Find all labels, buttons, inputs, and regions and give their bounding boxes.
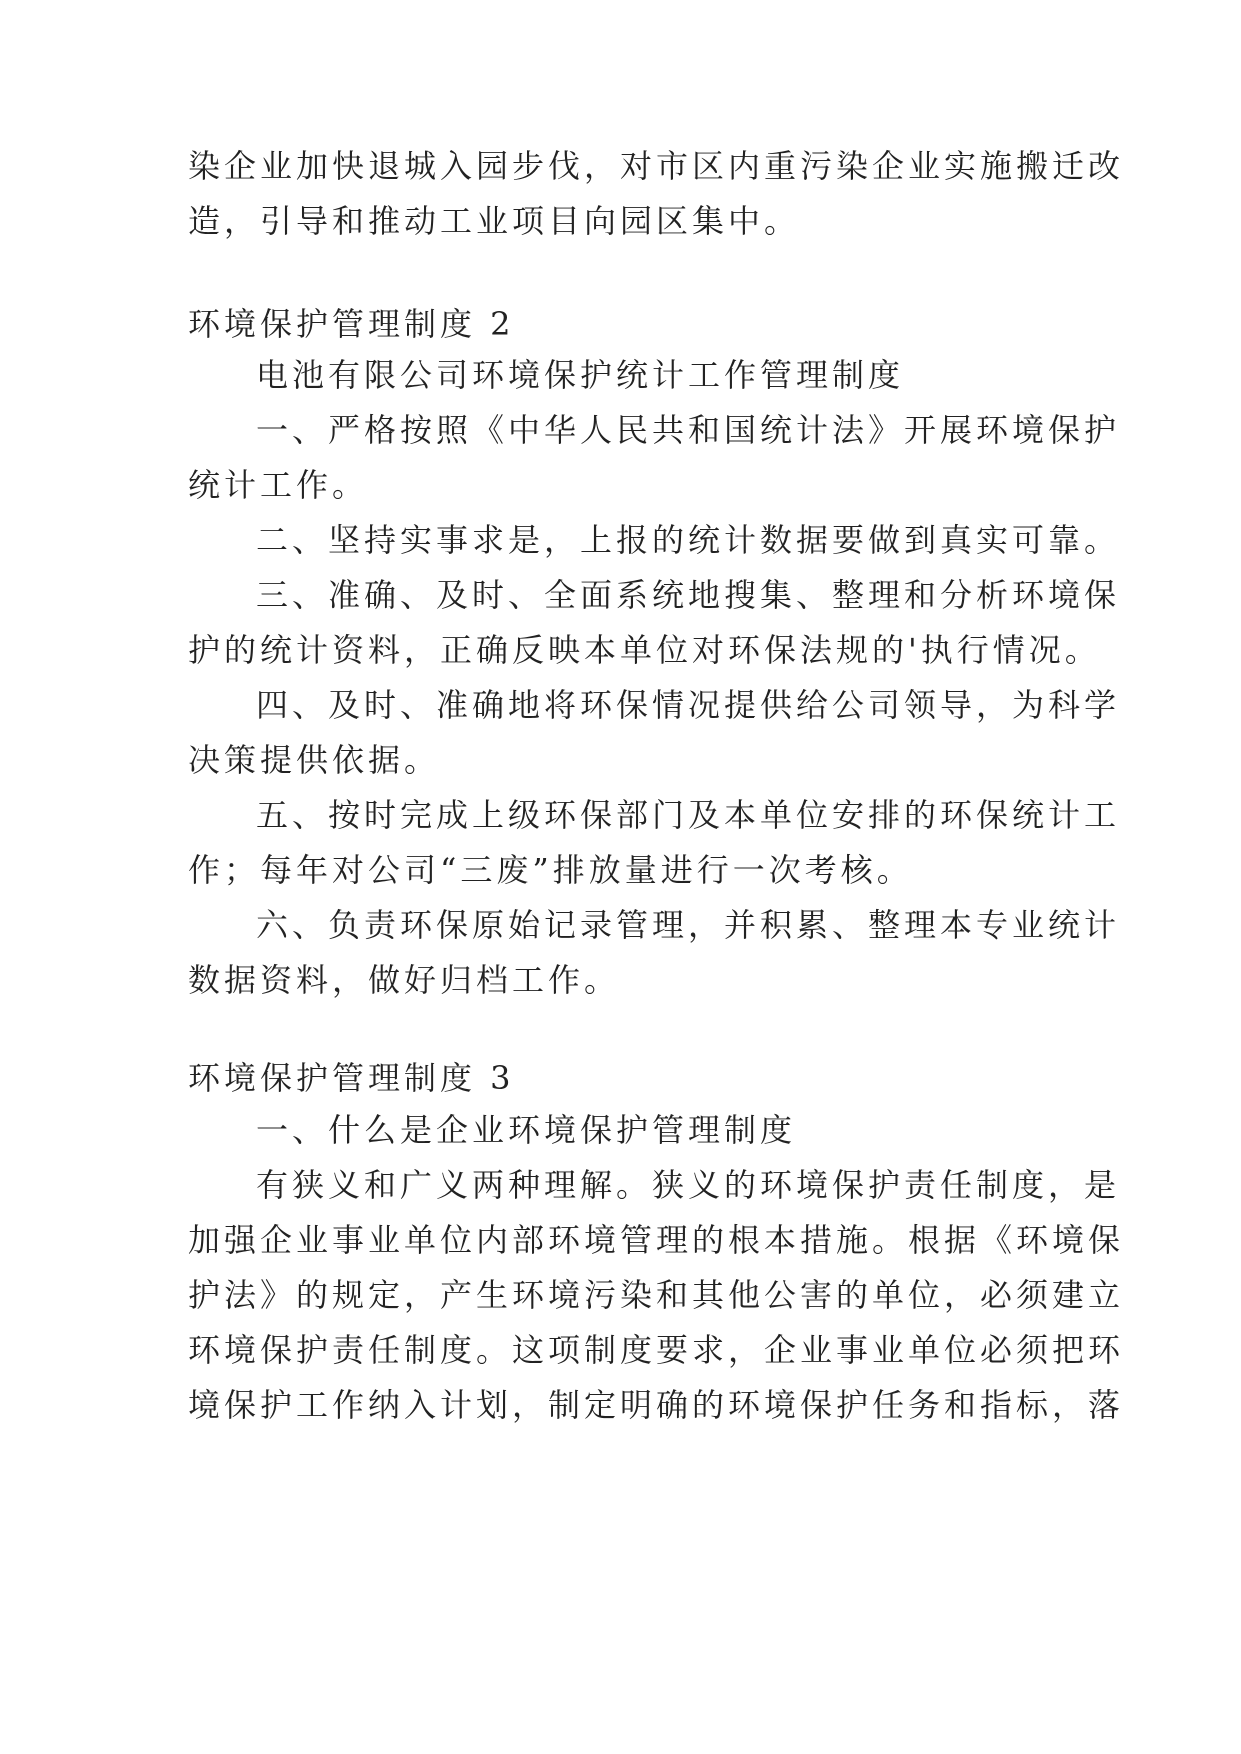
paragraph-line: 护法》的规定，产生环境污染和其他公害的单位，必须建立 [188, 1276, 1125, 1314]
paragraph-line: 作；每年对公司“三废”排放量进行一次考核。 [188, 851, 913, 889]
document-title: 电池有限公司环境保护统计工作管理制度 [256, 356, 905, 394]
paragraph-line: 数据资料，做好归档工作。 [188, 961, 621, 999]
paragraph-line: 三、准确、及时、全面系统地搜集、整理和分析环境保 [256, 576, 1121, 614]
paragraph-line: 有狭义和广义两种理解。狭义的环境保护责任制度，是 [256, 1166, 1121, 1204]
section-heading: 环境保护管理制度 2 [188, 305, 515, 343]
paragraph-line: 环境保护责任制度。这项制度要求，企业事业单位必须把环 [188, 1331, 1125, 1369]
paragraph-line: 六、负责环保原始记录管理，并积累、整理本专业统计 [256, 906, 1121, 944]
paragraph-line: 加强企业事业单位内部环境管理的根本措施。根据《环境保 [188, 1221, 1125, 1259]
paragraph-line: 境保护工作纳入计划，制定明确的环境保护任务和指标，落 [188, 1386, 1125, 1424]
paragraph-line: 统计工作。 [188, 466, 369, 504]
paragraph-line: 决策提供依据。 [188, 741, 441, 779]
section-subheading: 一、什么是企业环境保护管理制度 [256, 1111, 797, 1149]
paragraph-line: 五、按时完成上级环保部门及本单位安排的环保统计工 [256, 796, 1121, 834]
paragraph-line: 二、坚持实事求是，上报的统计数据要做到真实可靠。 [256, 521, 1121, 559]
intro-line: 染企业加快退城入园步伐，对市区内重污染企业实施搬迁改 [188, 147, 1125, 185]
paragraph-line: 一、严格按照《中华人民共和国统计法》开展环境保护 [256, 411, 1121, 449]
paragraph-line: 四、及时、准确地将环保情况提供给公司领导，为科学 [256, 686, 1121, 724]
intro-line: 造，引导和推动工业项目向园区集中。 [188, 202, 801, 240]
section-heading: 环境保护管理制度 3 [188, 1059, 515, 1097]
paragraph-line: 护的统计资料，正确反映本单位对环保法规的'执行情况。 [188, 631, 1101, 669]
